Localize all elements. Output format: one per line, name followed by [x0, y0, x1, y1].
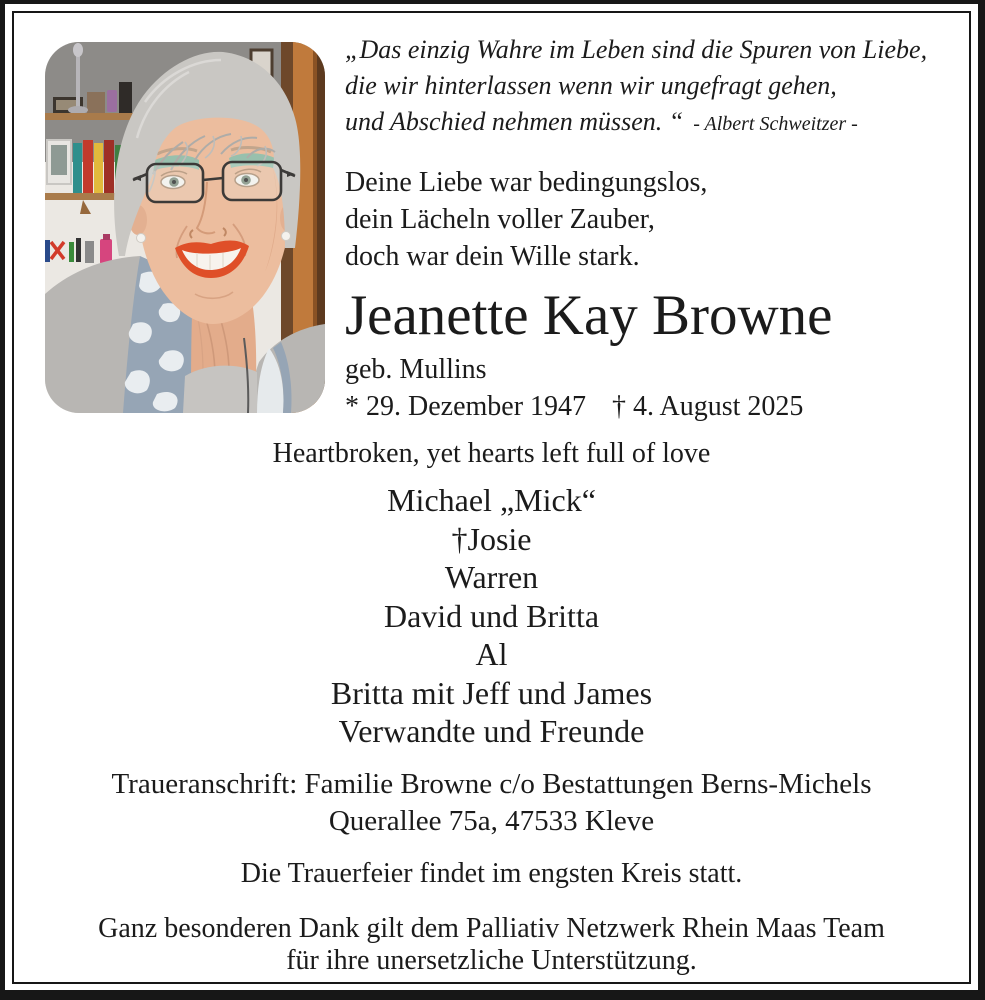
farewell-verse-line-2: dein Lächeln voller Zauber,: [345, 204, 655, 235]
ceremony-note: Die Trauerfeier findet im engsten Kreis statt.: [240, 858, 743, 889]
birth-date: * 29. Dezember 1947: [345, 391, 587, 422]
death-date: † 4. August 2025: [612, 391, 804, 422]
memorial-quote-line-3: [345, 104, 960, 142]
memorial-quote-line-1: „Das einzig Wahre im Leben sind die Spuren von Liebe,: [345, 35, 928, 64]
deceased-name: Jeanette Kay Browne: [345, 284, 833, 347]
mourner-item: Michael „Mick“: [387, 482, 596, 518]
portrait-photo-illustration: [45, 42, 325, 413]
farewell-verse: [345, 164, 960, 275]
quote-attribution: - Albert Schweitzer -: [693, 113, 858, 135]
life-dates: [345, 390, 960, 424]
farewell-verse-line-3: doch war dein Wille stark.: [345, 241, 640, 272]
mourning-address-line-1: Traueranschrift: Familie Browne c/o Bestattungen Berns-Michels: [111, 768, 872, 800]
mourning-address: [22, 766, 961, 840]
mourner-item: David und Britta: [383, 597, 600, 634]
portrait-photo: [45, 42, 325, 413]
thanks-note-line-2: für ihre unersetzliche Unterstützung.: [286, 945, 697, 976]
mourner-item: Warren: [444, 559, 539, 595]
mourner-item: Verwandte und Freunde: [338, 713, 645, 749]
thanks-note-line-1: Ganz besonderen Dank gilt dem Palliativ Netzwerk Rhein Maas Team: [98, 913, 885, 944]
maiden-name: geb. Mullins: [345, 354, 487, 385]
mourning-address-line-2: Querallee 75a, 47533 Kleve: [328, 805, 655, 837]
right-column: [345, 32, 960, 424]
mourner-item: Al: [475, 636, 508, 672]
mourner-item: †Josie: [451, 520, 532, 557]
memorial-quote-line-2: die wir hinterlassen wenn wir ungefragt gehen,: [345, 71, 837, 100]
memorial-quote-line-3-text: und Abschied nehmen müssen. “: [345, 107, 684, 136]
memorial-quote: [345, 32, 960, 142]
condolence-line: Heartbroken, yet hearts left full of love: [272, 438, 711, 469]
mourners-list: [22, 481, 961, 751]
farewell-verse-line-1: Deine Liebe war bedingungslos,: [345, 167, 708, 198]
mourner-item: Britta mit Jeff und James: [330, 674, 653, 711]
thanks-note: [22, 913, 961, 977]
